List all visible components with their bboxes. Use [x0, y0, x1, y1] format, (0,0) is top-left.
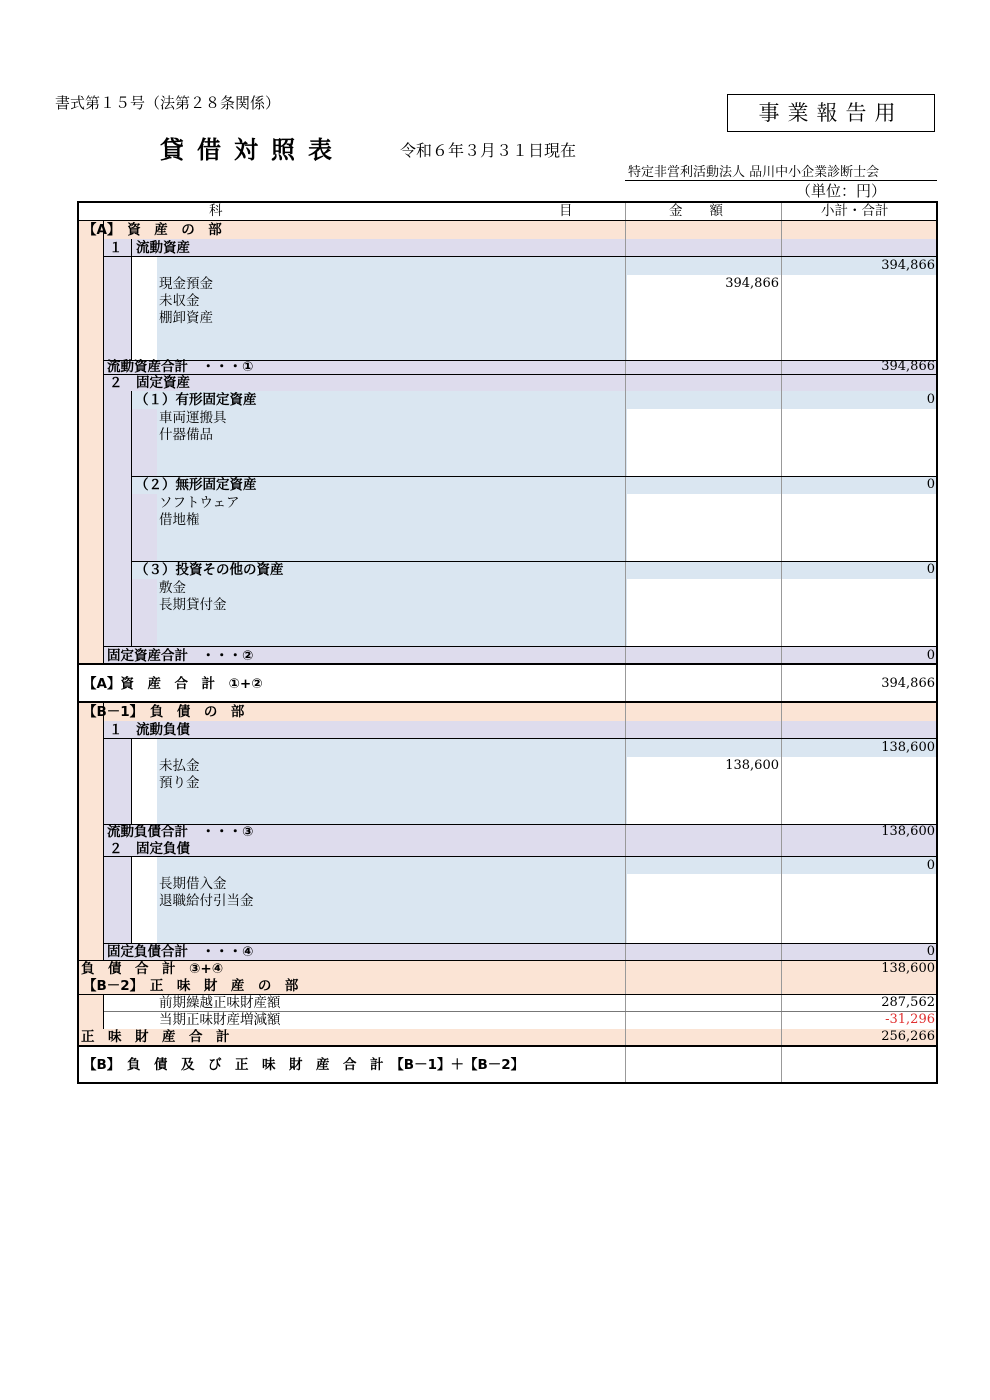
previous-net-assets: 287,562	[881, 995, 935, 1010]
intangible-heading: （２）無形固定資産	[135, 477, 257, 493]
item-label: 車両運搬具	[159, 410, 227, 426]
investments-heading: （３）投資その他の資産	[135, 562, 284, 578]
fixed-liabilities-total: 0	[926, 944, 935, 959]
item-label: 借地権	[159, 512, 200, 528]
fixed-liabilities-subtotal: 0	[926, 858, 935, 873]
liabilities-total: 138,600	[881, 961, 935, 976]
fixed-liabilities-heading: ２ 固定負債	[109, 841, 190, 857]
tangible-heading: （１）有形固定資産	[135, 392, 257, 408]
item-amount: 394,866	[725, 276, 779, 291]
current-liabilities-subtotal: 138,600	[881, 740, 935, 755]
item-label: 退職給付引当金	[159, 893, 254, 909]
investments-subtotal: 0	[926, 562, 935, 577]
current-liabilities-total-label: 流動負債合計 ・・・③	[107, 824, 254, 840]
assets-total-label: 【A】資 産 合 計 ①+②	[83, 676, 263, 692]
net-assets-change-label: 当期正味財産増減額	[159, 1012, 281, 1028]
net-assets-section-title: 【B－2】 正 味 財 産 の 部	[83, 978, 299, 994]
net-assets-change: -31,296	[885, 1012, 935, 1027]
current-assets-subtotal: 394,866	[881, 258, 935, 273]
header-subtotal: 小計・合計	[821, 203, 889, 219]
net-assets-total-label: 正 味 財 産 合 計	[81, 1029, 230, 1045]
organization-name: 特定非営利活動法人 品川中小企業診断士会	[625, 161, 937, 181]
assets-total: 394,866	[881, 676, 935, 691]
item-label: 敷金	[159, 580, 186, 596]
header-subject-left: 科	[209, 203, 223, 219]
item-amount: 138,600	[725, 758, 779, 773]
fixed-liabilities-total-label: 固定負債合計 ・・・④	[107, 944, 254, 960]
current-assets-heading: １ 流動資産	[109, 240, 190, 256]
fixed-assets-total: 0	[926, 648, 935, 663]
item-label: 預り金	[159, 775, 200, 791]
form-number: 書式第１５号（法第２８条関係）	[55, 94, 281, 112]
fixed-assets-heading: ２ 固定資産	[109, 375, 190, 391]
business-report-stamp: 事業報告用	[727, 94, 935, 132]
unit-label: （単位：円）	[796, 182, 887, 200]
item-label: 未払金	[159, 758, 200, 774]
liabilities-total-label: 負 債 合 計 ③+④	[81, 961, 224, 977]
current-liabilities-heading: １ 流動負債	[109, 722, 190, 738]
item-label: 長期貸付金	[159, 597, 227, 613]
fixed-assets-total-label: 固定資産合計 ・・・②	[107, 648, 254, 664]
item-label: 現金預金	[159, 276, 213, 292]
balance-sheet-table	[77, 201, 938, 1084]
item-label: 棚卸資産	[159, 310, 213, 326]
current-assets-total: 394,866	[881, 359, 935, 374]
document-title: 貸借対照表	[160, 136, 345, 164]
assets-section-title: 【A】 資 産 の 部	[83, 222, 222, 238]
liabilities-section-title: 【B－1】 負 債 の 部	[83, 704, 245, 720]
current-liabilities-total: 138,600	[881, 824, 935, 839]
tangible-subtotal: 0	[926, 392, 935, 407]
current-assets-total-label: 流動資産合計 ・・・①	[107, 359, 254, 375]
header-subject-right: 目	[559, 203, 573, 219]
intangible-subtotal: 0	[926, 477, 935, 492]
item-label: 未収金	[159, 293, 200, 309]
item-label: 長期借入金	[159, 876, 227, 892]
item-label: 什器備品	[159, 427, 213, 443]
net-assets-total: 256,266	[881, 1029, 935, 1044]
item-label: ソフトウェア	[159, 495, 240, 511]
report-date: 令和６年３月３１日現在	[400, 141, 577, 160]
grand-total-label: 【B】 負 債 及 び 正 味 財 産 合 計 【B－1】＋【B－2】	[83, 1057, 525, 1073]
previous-net-assets-label: 前期繰越正味財産額	[159, 995, 281, 1011]
header-amount: 金 額	[669, 203, 723, 219]
